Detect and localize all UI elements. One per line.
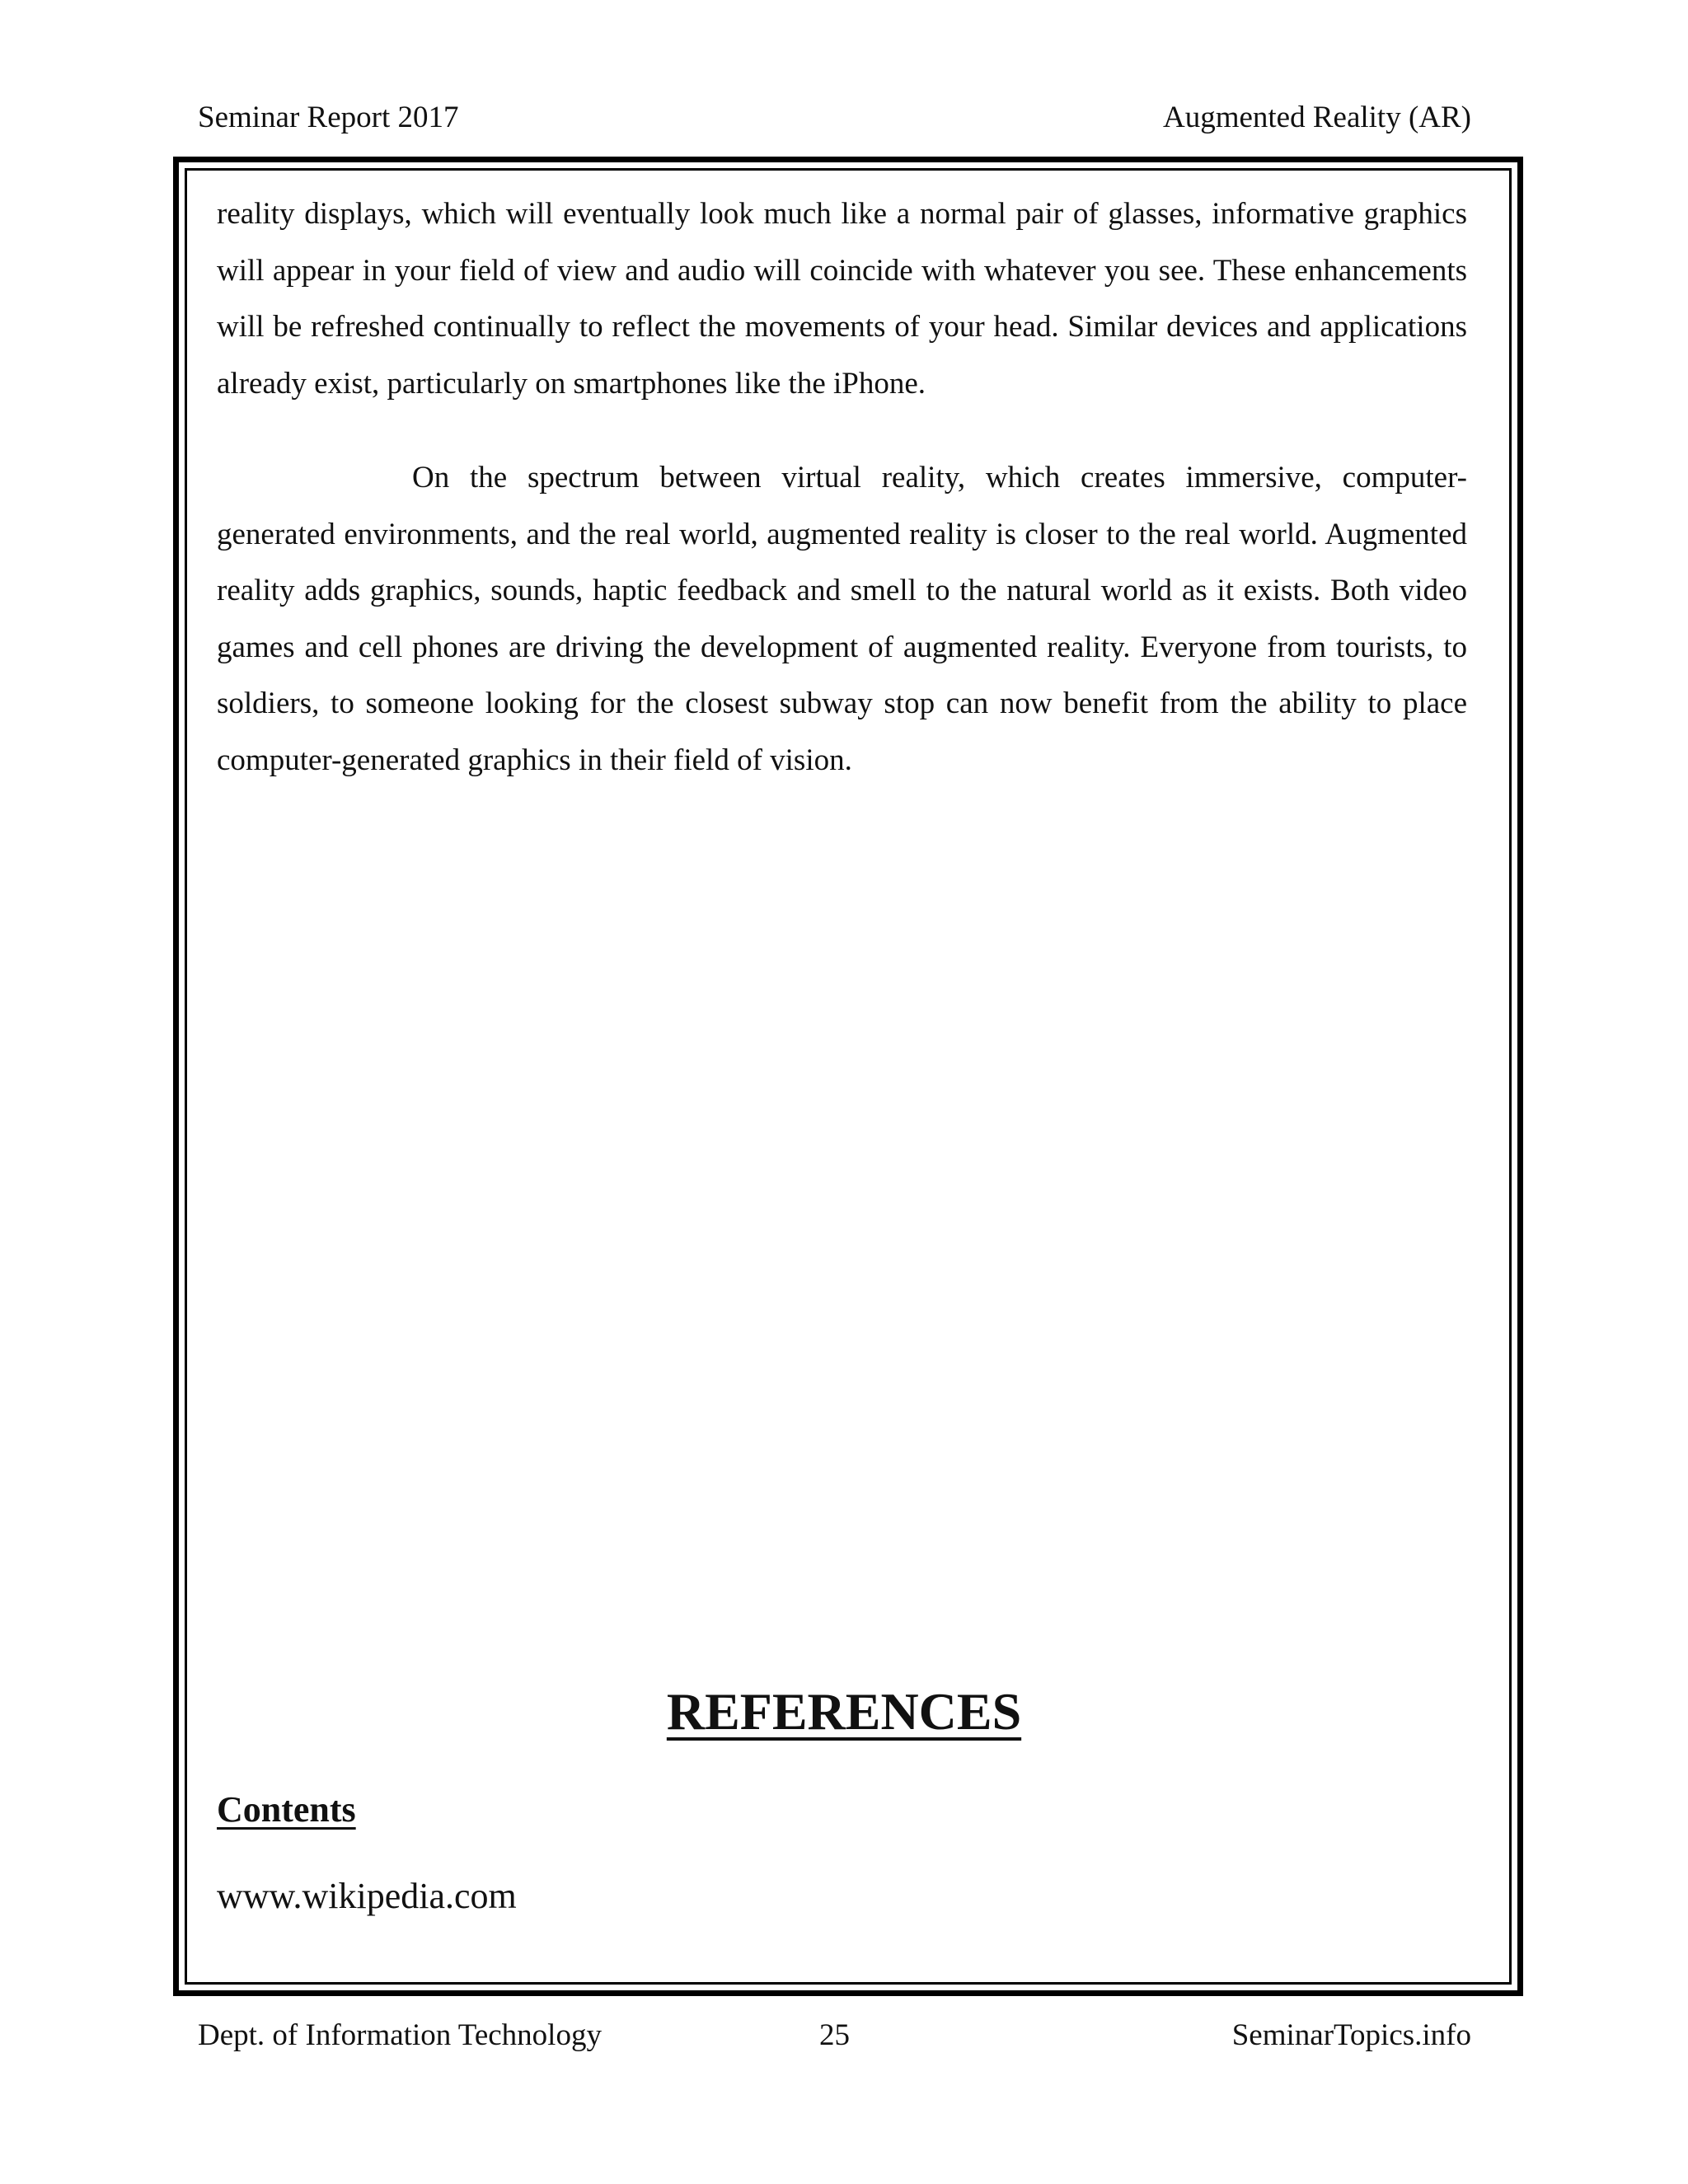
footer-page-number: 25 <box>819 2018 850 2052</box>
body-paragraph-2: On the spectrum between virtual reality, which creates immersive, computer-generated environments, and the real world, augmented reality is closer to the real world. Augmented reality adds graphics, sounds, haptic feedback and smell to the natural world as it exists. Both video games and cell phones are driving the development of augmented reality. Everyone from tourists, to soldiers, to someone looking for the closest subway stop can now benefit from the ability to place computer-generated graphics in their field of vision. <box>217 461 1467 777</box>
footer-department: Dept. of Information Technology <box>198 2018 602 2052</box>
header-report-title: Seminar Report 2017 <box>198 101 459 134</box>
header-topic-title: Augmented Reality (AR) <box>1162 101 1471 134</box>
references-title: REFERENCES <box>666 1682 1022 1741</box>
contents-heading: Contents <box>217 1789 356 1830</box>
running-header <box>198 97 1471 138</box>
running-footer <box>198 2015 1471 2056</box>
footer-site: SeminarTopics.info <box>1231 2018 1471 2052</box>
body-paragraph-1: reality displays, which will eventually look much like a normal pair of glasses, informative graphics will appear in your field of view and audio will coincide with whatever you see. These enhancements will be refreshed continually to reflect the movements of your head. Similar devices and applications already exist, particularly on smartphones like the iPhone. <box>217 197 1467 401</box>
reference-link[interactable]: www.wikipedia.com <box>217 1876 517 1916</box>
